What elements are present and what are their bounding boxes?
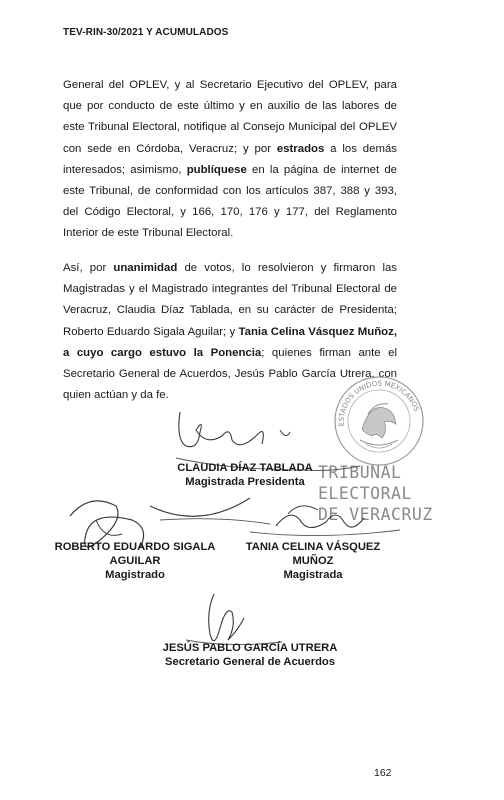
bold-term-estrados: estrados (276, 142, 325, 155)
signature-jesus (209, 594, 244, 641)
signatory-name: MUÑOZ (292, 555, 334, 567)
signatory-roberto (40, 540, 230, 582)
paragraph-text: de votos, lo resolvieron y firmaron las Magistradas y el Magistrado integrantes del Tribunal Electoral de Veracruz, Claudia Díaz Tablada, en su carácter de Presidenta; Roberto Eduardo Sigala Aguilar; y (63, 262, 398, 338)
signatory-role: Magistrada Presidenta (185, 476, 305, 488)
signatory-role: Magistrado (105, 569, 165, 581)
bold-term-publiquese: publíquese (186, 163, 247, 176)
bold-term-unanimidad: unanimidad (113, 262, 178, 274)
signatory-name: TANIA CELINA VÁSQUEZ (245, 541, 381, 553)
bold-term-ponencia: Tania Celina Vásquez Muñoz, a cuyo cargo estuvo la Ponencia (63, 325, 397, 359)
signatory-name: CLAUDIA DÍAZ TABLADA (177, 462, 313, 474)
paragraph-text: en la página de internet de este Tribunal, de conformidad con los artículos 387, 388 y 393, del Código Electoral, y 166, 170, 176 y 177, del Reglamento Interior de este Tribunal Electoral. (63, 163, 397, 240)
signatory-role: Magistrada (283, 569, 343, 581)
signatory-tania (228, 540, 398, 582)
paragraph-text: ; quienes firman ante el Secretario General de Acuerdos, Jesús Pablo García Utrera, con quien actúan y da fe. (63, 346, 397, 402)
paragraph-text: General del OPLEV, y al Secretario Ejecutivo del OPLEV, para que por conducto de este último y en auxilio de las labores de este Tribunal Electoral, notifique al Consejo Municipal del OPLEV con sede en Córdoba, Veracruz; y por (63, 79, 397, 155)
page-number: 162 (374, 767, 392, 779)
signatory-name: JESÚS PABLO GARCÍA UTRERA (162, 642, 338, 654)
stamp-line: ELECTORAL (318, 484, 412, 503)
notification-paragraph (63, 75, 397, 245)
signatory-jesus (110, 641, 390, 669)
case-number-header: TEV-RIN-30/2021 Y ACUMULADOS (63, 27, 229, 38)
paragraph-text: Así, por (63, 262, 114, 274)
stamp-line: TRIBUNAL (318, 463, 402, 482)
stamp-line: DE VERACRUZ (318, 505, 433, 524)
seal-ring-text: ESTADOS UNIDOS MEXICANOS (337, 379, 421, 427)
paragraph-text: a los demás interesados; asimismo, (63, 142, 397, 176)
signatory-claudia (140, 461, 350, 489)
signatory-name: ROBERTO EDUARDO SIGALA (54, 541, 216, 553)
signatory-name: AGUILAR (109, 555, 161, 567)
signatory-role: Secretario General de Acuerdos (165, 656, 335, 668)
official-seal (332, 374, 426, 468)
signature-claudia (179, 412, 263, 447)
